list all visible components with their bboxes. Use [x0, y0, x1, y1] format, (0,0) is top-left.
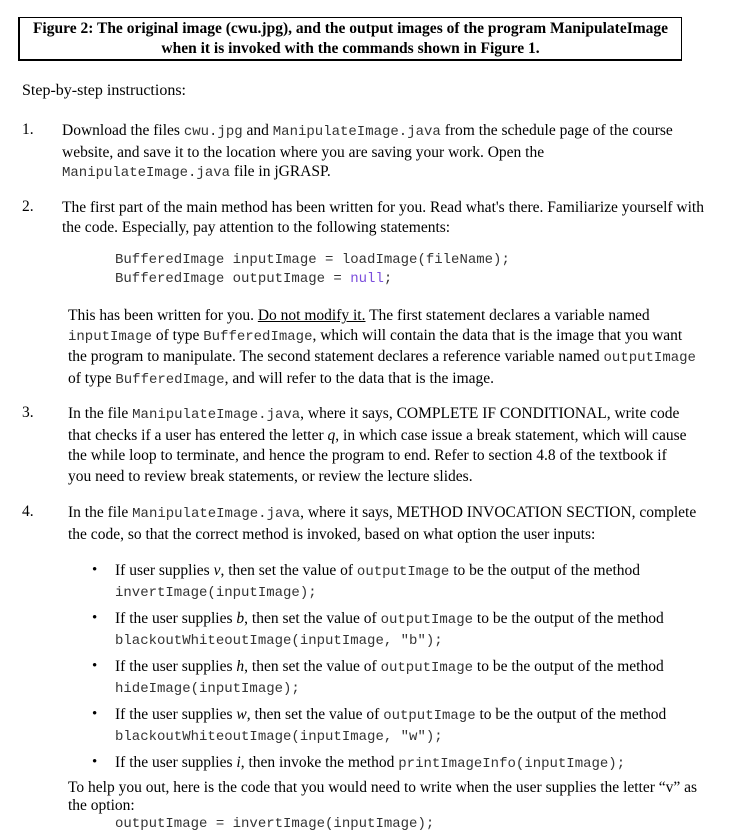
- step-1-number: 1.: [22, 121, 34, 138]
- step-1-text: Download the files cwu.jpg and ManipulateImage.java from the schedule page of the course website, and save it to the location where you are saving your work. Open the ManipulateImage.java file in jGRASP.: [62, 122, 673, 181]
- section-heading: Step-by-step instructions:: [22, 82, 186, 99]
- code-filename: ManipulateImage.java: [272, 124, 441, 140]
- step-3-text: In the file ManipulateImage.java, where it says, COMPLETE IF CONDITIONAL, write code that checks if a user has entered the letter q, in which case issue a break statement, which will cause the while loop to terminate, and hence the program to end. Refer to section 4.8 of the textbook if you need to review break statements, or review the lecture slides.: [68, 405, 687, 485]
- code-line: BufferedImage outputImage = null;: [115, 270, 393, 287]
- list-item: • If the user supplies b, then set the value of outputImage to be the output of the method blackoutWhiteoutImage(inputImage, "b");: [90, 609, 710, 651]
- emphasis-underline: Do not modify it.: [257, 307, 366, 324]
- list-item: • If the user supplies h, then set the value of outputImage to be the output of the method hideImage(inputImage);: [90, 657, 710, 699]
- code-line: BufferedImage inputImage = loadImage(fileName);: [115, 252, 510, 268]
- step-2-number: 2.: [22, 198, 34, 215]
- list-item: • If the user supplies i, then invoke the method printImageInfo(inputImage);: [90, 753, 710, 774]
- caption-line-2: when it is invoked with the commands shown in Figure 1.: [161, 40, 540, 57]
- step-2-intro: The first part of the main method has been written for you. Read what's there. Familiarize yourself with the code. Especially, pay attention to the following statements:: [62, 199, 704, 236]
- figure-caption: [18, 17, 682, 61]
- help-code: outputImage = invertImage(inputImage);: [115, 816, 435, 832]
- step-4-number: 4.: [22, 503, 34, 520]
- option-list: [90, 561, 710, 780]
- code-filename: cwu.jpg: [183, 124, 243, 140]
- list-item: • If the user supplies w, then set the value of outputImage to be the output of the method blackoutWhiteoutImage(inputImage, "w");: [90, 705, 710, 747]
- help-text: To help you out, here is the code that you would need to write when the user supplies the letter “v” as the option:: [68, 779, 698, 814]
- step-4-text: In the file ManipulateImage.java, where it says, METHOD INVOCATION SECTION, complete the code, so that the correct method is invoked, based on what option the user inputs:: [68, 504, 697, 543]
- caption-line-1: Figure 2: The original image (cwu.jpg), and the output images of the program ManipulateImage: [32, 20, 669, 37]
- step-3-number: 3.: [22, 404, 34, 421]
- list-item: • If user supplies v, then set the value of outputImage to be the output of the method invertImage(inputImage);: [90, 561, 710, 603]
- code-filename: ManipulateImage.java: [62, 165, 231, 181]
- code-snippet: [115, 251, 510, 288]
- step-2-explanation: This has been written for you. Do not modify it. The first statement declares a variable named inputImage of type BufferedImage, which will contain the data that is the image that you want the program to manipulate. The second statement declares a reference variable named outputImage of type BufferedImage, and will refer to the data that is the image.: [68, 307, 696, 388]
